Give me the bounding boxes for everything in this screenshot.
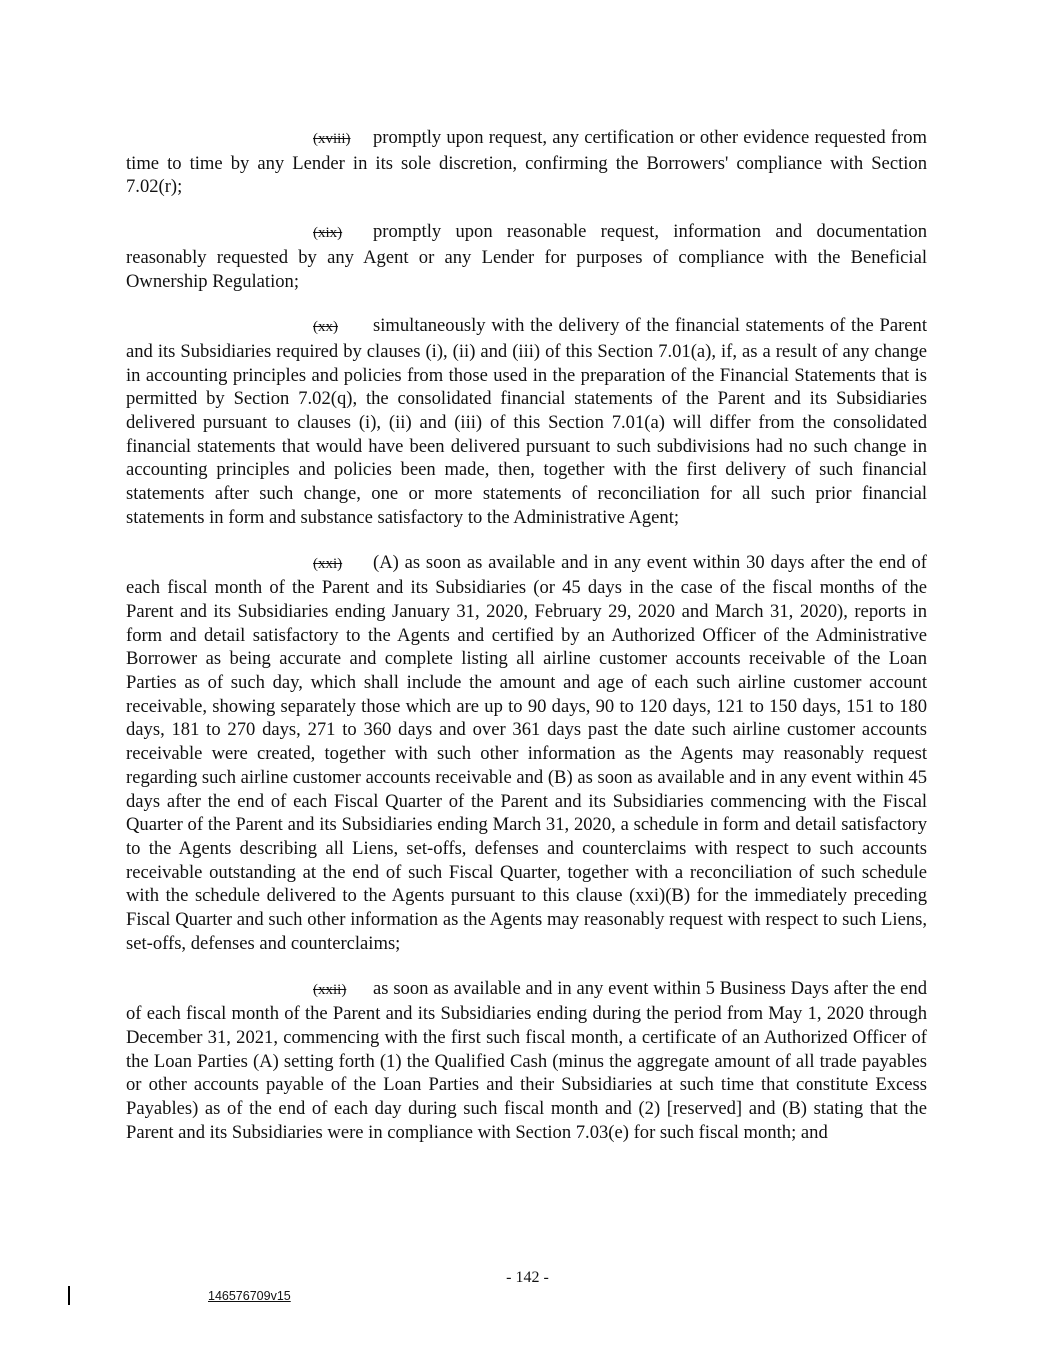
- paragraph-xx: [126, 314, 927, 529]
- clause-number: (xx): [313, 319, 338, 336]
- paragraph-text: (A) as soon as available and in any event within 30 days after the end of each fiscal month of the Parent and its Subsidiaries (or 45 days in the case of the fiscal months of the Parent and its Subsidiaries ending January 31, 2020, February 29, 2020 and March 31, 2020), reports in form and detail satisfactory to the Agents and certified by an Authorized Officer of the Administrative Borrower as being accurate and complete listing all airline customer accounts receivable of the Loan Parties as of such day, which shall include the amount and age of each such airline customer account receivable, showing separately those which are up to 90 days, 90 to 120 days, 121 to 150 days, 151 to 180 days, 181 to 270 days, 271 to 360 days and over 361 days past the date such airline customer accounts receivable were created, together with such other information as the Agents may reasonably request regarding such airline customer accounts receivable and (B) as soon as available and in any event within 45 days after the end of each Fiscal Quarter of the Parent and its Subsidiaries commencing with the Fiscal Quarter of the Parent and its Subsidiaries ending March 31, 2020, a schedule in form and detail satisfactory to the Agents describing all Liens, set-offs, defenses and counterclaims with respect to such accounts receivable outstanding at the end of such Fiscal Quarter, together with a reconciliation of such schedule with the schedule delivered to the Agents pursuant to this clause (xxi)(B) for the immediately preceding Fiscal Quarter and such other information as the Agents may reasonably request with respect to such Liens, set-offs, defenses and counterclaims;: [126, 551, 927, 954]
- page-number: - 142 -: [506, 1269, 549, 1286]
- document-body: [126, 126, 927, 1165]
- paragraph-text: promptly upon request, any certification or other evidence requested from time to time by any Lender in its sole discretion, confirming the Borrowers' compliance with Section 7.02(r);: [126, 127, 927, 198]
- paragraph-xxi: [126, 551, 927, 956]
- paragraph-text: as soon as available and in any event within 5 Business Days after the end of each fiscal month of the Parent and its Subsidiaries ending during the period from May 1, 2020 through December 31, 2021, commencing with the first such fiscal month, a certificate of an Authorized Officer of the Loan Parties (A) setting forth (1) the Qualified Cash (minus the aggregate amount of all trade payables or other accounts payable of the Loan Parties and their Subsidiaries at such time that constitute Excess Payables) as of the end of each day during such fiscal month and (2) [reserved] and (B) stating that the Parent and its Subsidiaries were in compliance with Section 7.03(e) for such fiscal month; and: [126, 977, 927, 1143]
- paragraph-xxii: [126, 977, 927, 1145]
- clause-number: (xxii): [313, 981, 347, 998]
- paragraph-xviii: [126, 126, 927, 199]
- document-id: 146576709v15: [208, 1289, 291, 1303]
- clause-number: (xix): [313, 225, 343, 242]
- clause-number: (xviii): [313, 131, 351, 147]
- paragraph-xix: [126, 220, 927, 293]
- clause-number: (xxi): [313, 555, 343, 572]
- paragraph-text: simultaneously with the delivery of the financial statements of the Parent and its Subsidiaries required by clauses (i), (ii) and (iii) of this Section 7.01(a), if, as a result of any change in accounting principles and policies from those used in the preparation of the Financial Statements that is permitted by Section 7.02(q), the consolidated financial statements of the Parent and its Subsidiaries delivered pursuant to clauses (i), (ii) and (iii) of this Section 7.01(a) will differ from the consolidated financial statements that would have been delivered pursuant to such subdivisions had no such change in accounting principles and policies been made, then, together with the first delivery of such financial statements after such change, one or more statements of reconciliation for all such prior financial statements in form and substance satisfactory to the Administrative Agent;: [126, 315, 927, 528]
- paragraph-text: promptly upon reasonable request, information and documentation reasonably requested by any Agent or any Lender for purposes of compliance with the Beneficial Ownership Regulation;: [126, 221, 927, 292]
- change-bar: [68, 1286, 70, 1305]
